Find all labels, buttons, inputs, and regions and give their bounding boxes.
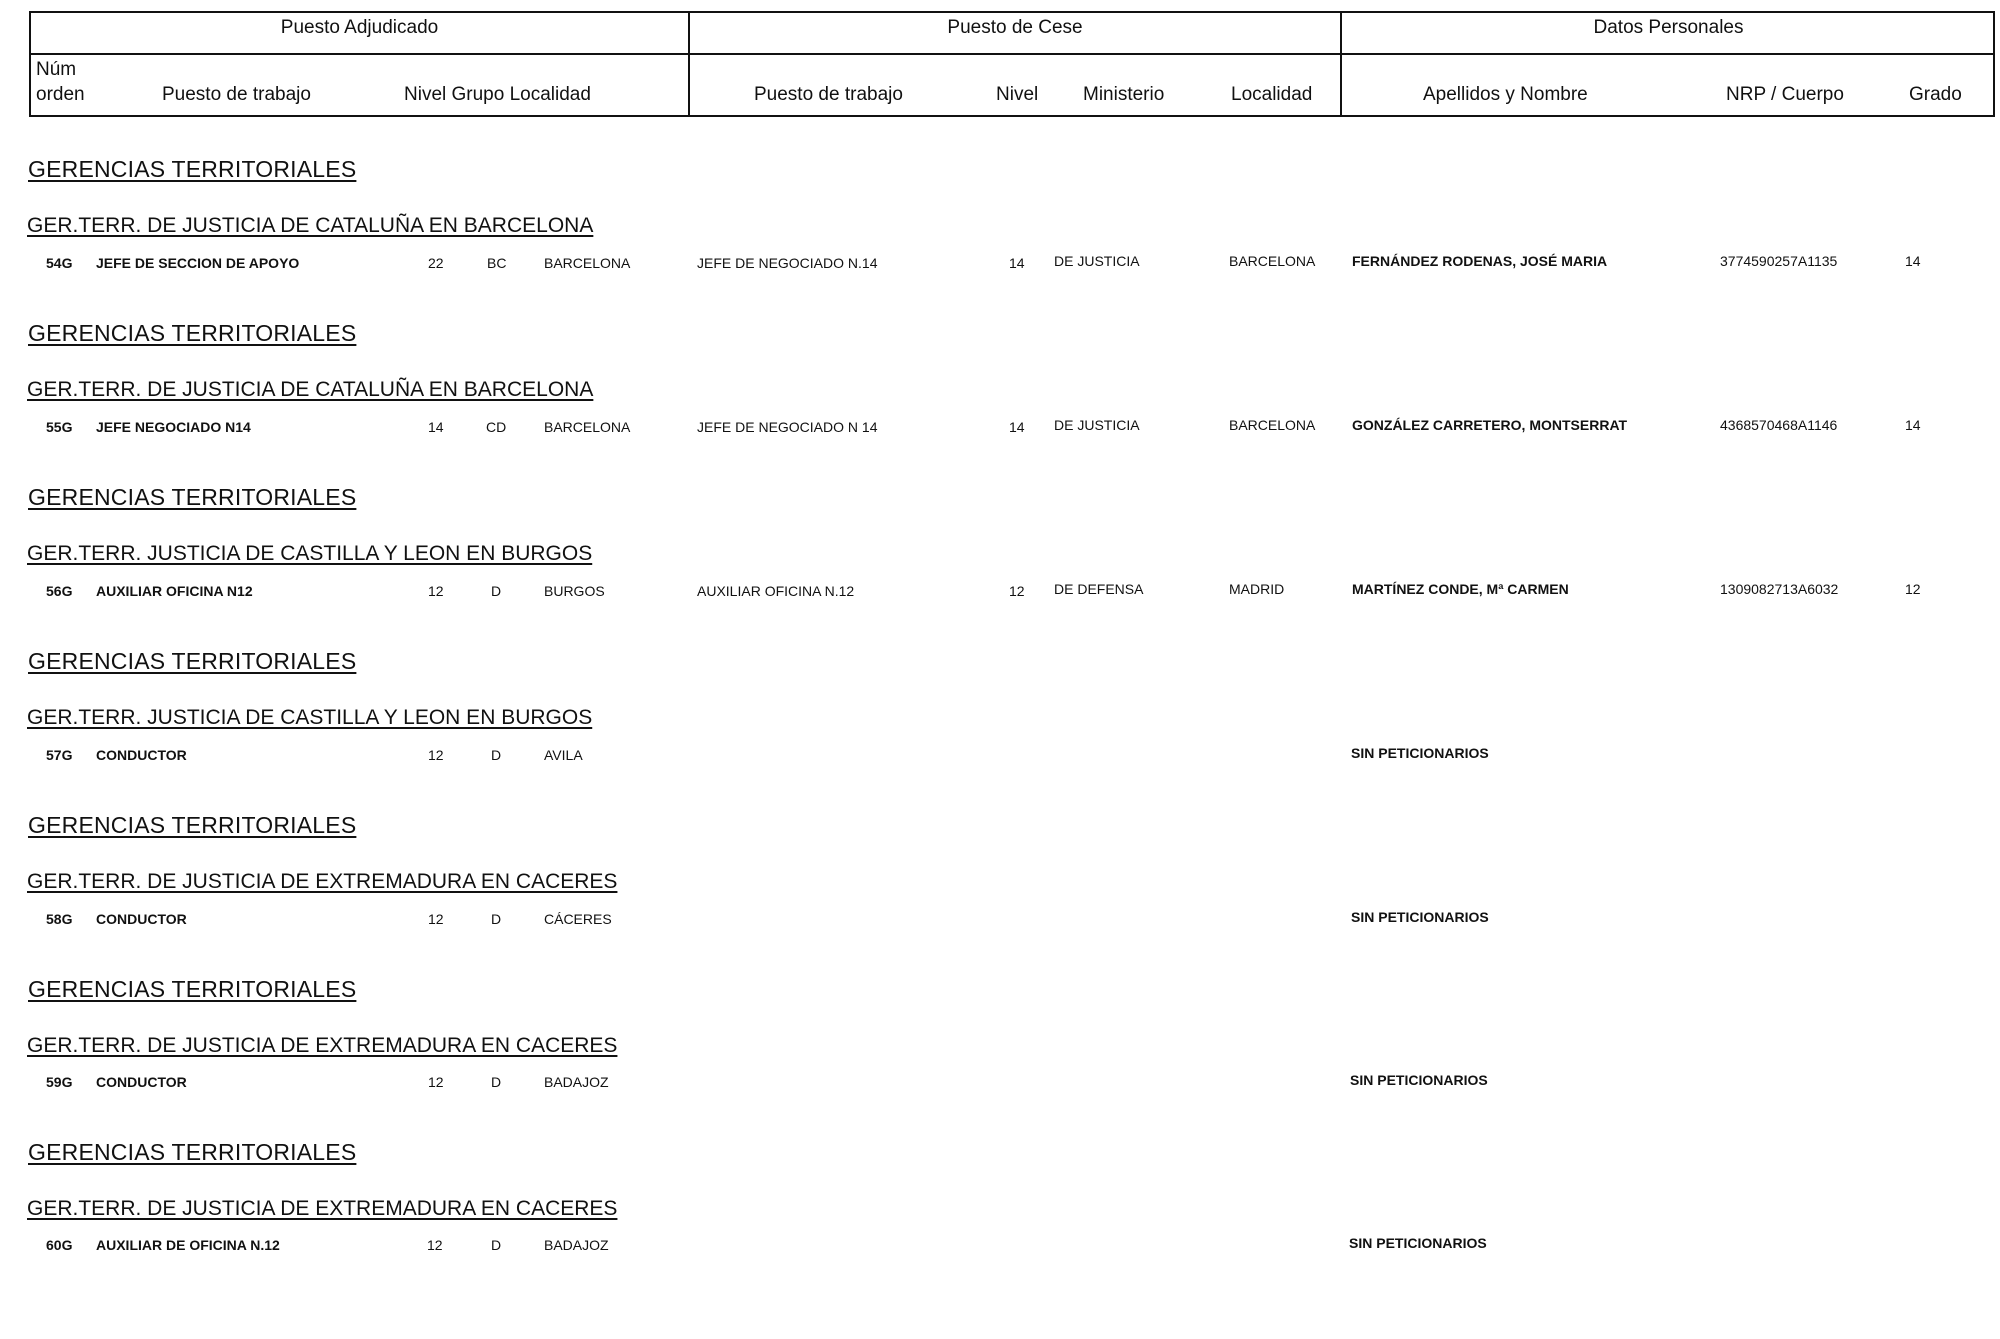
nrp-cuerpo: 1309082713A6032 [1720, 581, 1839, 597]
cese-localidad: BARCELONA [1229, 253, 1316, 269]
table-row [0, 747, 2000, 767]
cese-puesto-trabajo: JEFE DE NEGOCIADO N.14 [697, 255, 878, 271]
localidad: BADAJOZ [544, 1237, 609, 1253]
group-header-datos-personales: Datos Personales [1593, 17, 1744, 38]
localidad: CÁCERES [544, 911, 612, 927]
grupo: D [491, 583, 502, 599]
puesto-trabajo: CONDUCTOR [96, 911, 187, 927]
puesto-trabajo: AUXILIAR DE OFICINA N.12 [96, 1237, 280, 1253]
section-title: GERENCIAS TERRITORIALES [28, 156, 357, 182]
grado: 14 [1905, 417, 1921, 433]
localidad: BARCELONA [544, 255, 631, 271]
grupo: BC [487, 255, 507, 271]
col-header-nrp-cuerpo: NRP / Cuerpo [1726, 84, 1844, 105]
section-title: GERENCIAS TERRITORIALES [28, 1139, 357, 1165]
grupo: D [491, 747, 502, 763]
table-row [0, 1237, 2000, 1257]
col-header-grado: Grado [1909, 84, 1962, 105]
localidad: BARCELONA [544, 419, 631, 435]
nivel: 22 [428, 255, 444, 271]
cese-nivel: 14 [1009, 255, 1025, 271]
cese-nivel: 12 [1009, 583, 1025, 599]
grado: 14 [1905, 253, 1921, 269]
localidad: AVILA [544, 747, 583, 763]
col-header-ministerio: Ministerio [1083, 84, 1165, 105]
grupo: D [491, 1237, 502, 1253]
puesto-trabajo: CONDUCTOR [96, 1074, 187, 1090]
cese-localidad: BARCELONA [1229, 417, 1316, 433]
subsection-title: GER.TERR. JUSTICIA DE CASTILLA Y LEON EN BURGOS [27, 706, 593, 729]
group-header-puesto-cese: Puesto de Cese [947, 17, 1083, 38]
cese-puesto-trabajo: JEFE DE NEGOCIADO N 14 [697, 419, 878, 435]
num-orden: 57G [46, 747, 73, 763]
cese-nivel: 14 [1009, 419, 1025, 435]
nivel: 12 [428, 583, 444, 599]
puesto-trabajo: JEFE NEGOCIADO N14 [96, 419, 251, 435]
section-title: GERENCIAS TERRITORIALES [28, 976, 357, 1002]
header-divider [31, 53, 1993, 55]
nivel: 12 [427, 1237, 443, 1253]
cese-localidad: MADRID [1229, 581, 1285, 597]
sin-peticionarios: SIN PETICIONARIOS [1349, 1235, 1487, 1251]
nivel: 12 [428, 747, 444, 763]
apellidos-nombre: FERNÁNDEZ RODENAS, JOSÉ MARIA [1352, 253, 1608, 269]
group-header-puesto-adjudicado: Puesto Adjudicado [280, 17, 439, 38]
col-header-num: Núm [36, 59, 77, 80]
column-header-table [29, 11, 1995, 117]
section-title: GERENCIAS TERRITORIALES [28, 812, 357, 838]
puesto-trabajo: CONDUCTOR [96, 747, 187, 763]
cese-ministerio: DE JUSTICIA [1054, 253, 1140, 269]
localidad: BADAJOZ [544, 1074, 609, 1090]
sin-peticionarios: SIN PETICIONARIOS [1350, 1072, 1488, 1088]
nrp-cuerpo: 3774590257A1135 [1720, 253, 1838, 269]
nrp-cuerpo: 4368570468A1146 [1720, 417, 1838, 433]
localidad: BURGOS [544, 583, 605, 599]
subsection-title: GER.TERR. DE JUSTICIA DE EXTREMADURA EN CACERES [27, 870, 618, 893]
subsection-title: GER.TERR. DE JUSTICIA DE CATALUÑA EN BARCELONA [27, 378, 594, 401]
table-row [0, 911, 2000, 931]
subsection-title: GER.TERR. DE JUSTICIA DE EXTREMADURA EN CACERES [27, 1197, 618, 1220]
col-header-cese-nivel: Nivel [996, 84, 1039, 105]
sin-peticionarios: SIN PETICIONARIOS [1351, 745, 1489, 761]
grado: 12 [1905, 581, 1921, 597]
apellidos-nombre: MARTÍNEZ CONDE, Mª CARMEN [1352, 581, 1569, 597]
table-row [0, 419, 2000, 439]
section-title: GERENCIAS TERRITORIALES [28, 320, 357, 346]
table-row [0, 255, 2000, 275]
puesto-trabajo: JEFE DE SECCION DE APOYO [96, 255, 300, 271]
col-header-nivel-grupo-localidad: Nivel Grupo Localidad [404, 84, 591, 105]
subsection-title: GER.TERR. DE JUSTICIA DE EXTREMADURA EN CACERES [27, 1034, 618, 1057]
num-orden: 54G [46, 255, 73, 271]
grupo: CD [486, 419, 507, 435]
table-row [0, 583, 2000, 603]
col-header-cese-puesto-trabajo: Puesto de trabajo [754, 84, 903, 105]
cese-puesto-trabajo: AUXILIAR OFICINA N.12 [697, 583, 855, 599]
col-header-apellidos-nombre: Apellidos y Nombre [1423, 84, 1588, 105]
col-header-orden: orden [36, 84, 85, 105]
nivel: 12 [428, 1074, 444, 1090]
section-title: GERENCIAS TERRITORIALES [28, 484, 357, 510]
subsection-title: GER.TERR. DE JUSTICIA DE CATALUÑA EN BARCELONA [27, 214, 594, 237]
grupo: D [491, 1074, 502, 1090]
puesto-trabajo: AUXILIAR OFICINA N12 [96, 583, 253, 599]
num-orden: 56G [46, 583, 73, 599]
col-header-cese-localidad: Localidad [1231, 84, 1313, 105]
num-orden: 59G [46, 1074, 73, 1090]
nivel: 12 [428, 911, 444, 927]
num-orden: 55G [46, 419, 73, 435]
apellidos-nombre: GONZÁLEZ CARRETERO, MONTSERRAT [1352, 417, 1628, 433]
table-row [0, 1074, 2000, 1094]
sin-peticionarios: SIN PETICIONARIOS [1351, 909, 1489, 925]
subsection-title: GER.TERR. JUSTICIA DE CASTILLA Y LEON EN BURGOS [27, 542, 593, 565]
num-orden: 60G [46, 1237, 73, 1253]
grupo: D [491, 911, 502, 927]
cese-ministerio: DE DEFENSA [1054, 581, 1144, 597]
cese-ministerio: DE JUSTICIA [1054, 417, 1140, 433]
num-orden: 58G [46, 911, 73, 927]
nivel: 14 [428, 419, 444, 435]
section-title: GERENCIAS TERRITORIALES [28, 648, 357, 674]
col-header-puesto-trabajo: Puesto de trabajo [162, 84, 311, 105]
